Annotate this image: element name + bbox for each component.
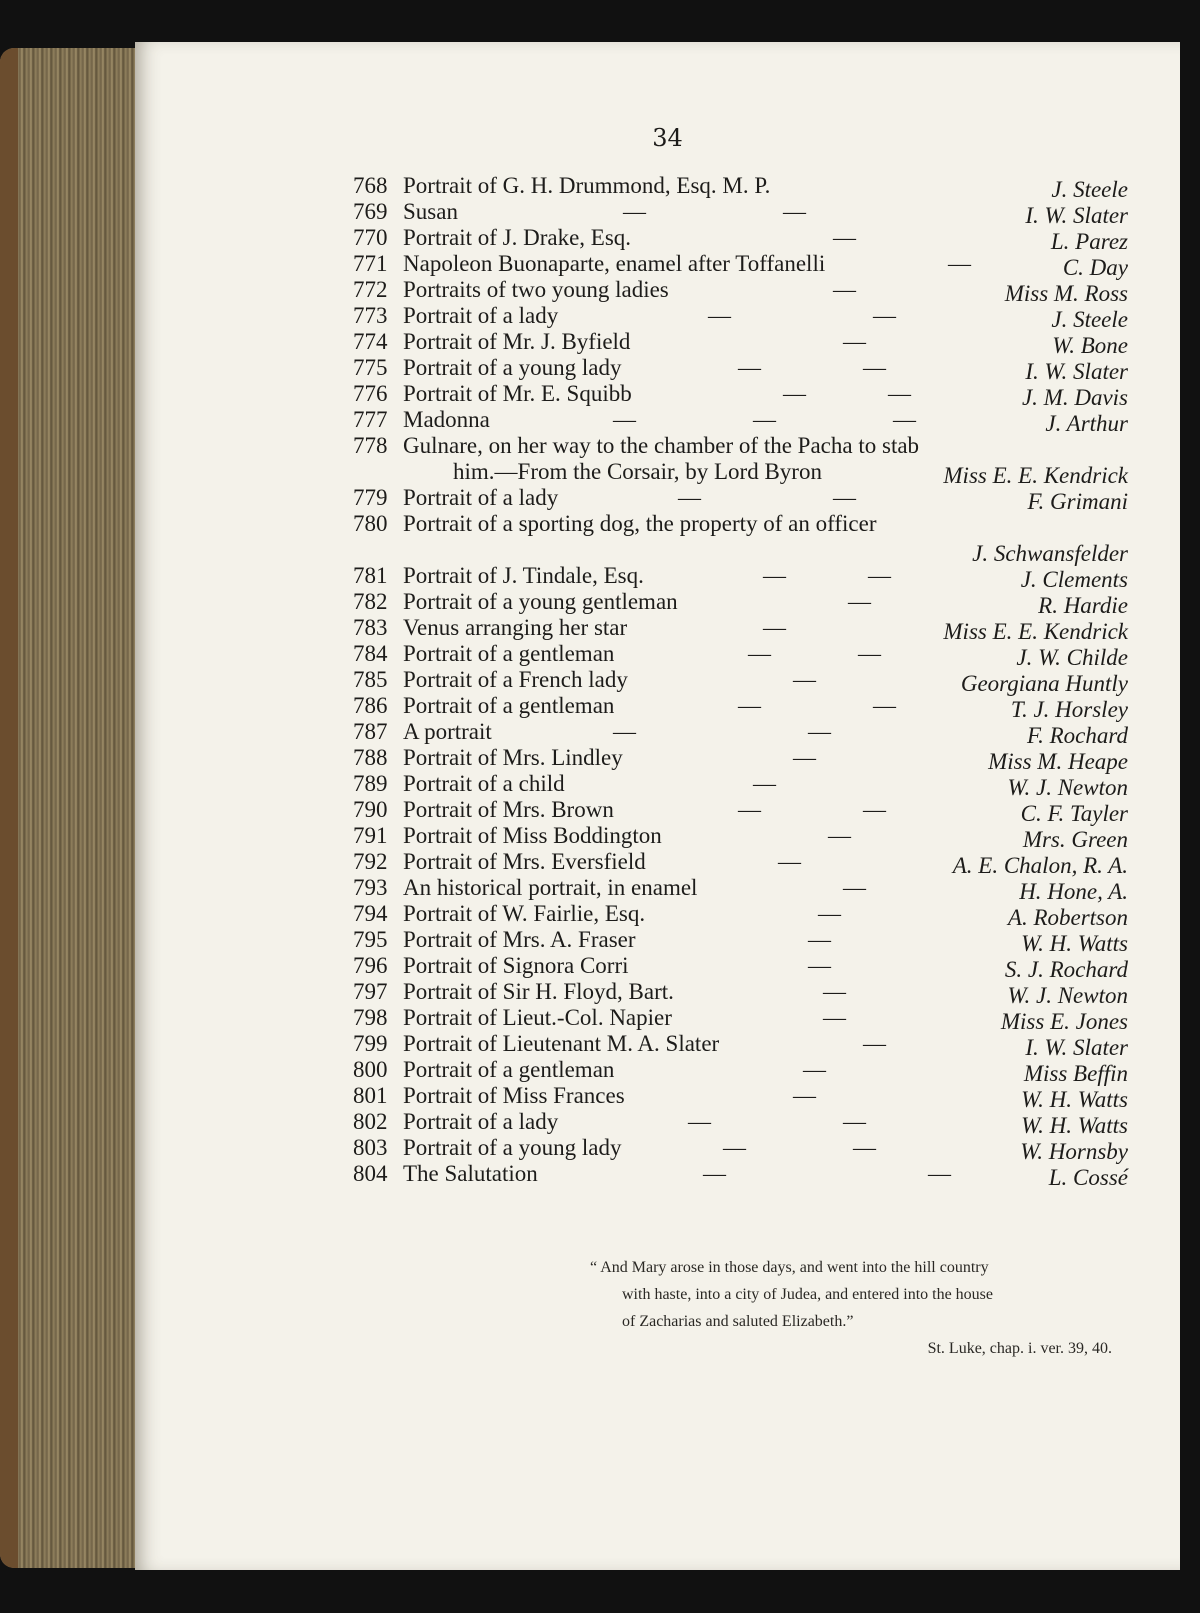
entry-number: 779 <box>353 485 388 510</box>
catalogue-entry <box>353 1057 1128 1086</box>
catalogue-entry <box>353 1005 1128 1034</box>
entry-artist: Georgiana Huntly <box>960 671 1128 696</box>
catalogue-entry <box>353 875 1128 904</box>
entry-number: 775 <box>353 355 388 380</box>
entry-artist: F. Grimani <box>1027 489 1128 514</box>
catalogue-entry <box>353 1109 1128 1138</box>
entry-artist: J. Schwansfelder <box>972 541 1128 566</box>
catalogue-entry <box>353 433 1128 488</box>
leader-dash: — <box>948 251 971 276</box>
entry-title: Portrait of G. H. Drummond, Esq. M. P. <box>403 173 771 198</box>
entry-artist: W. J. Newton <box>1007 775 1128 800</box>
entry-title: Portrait of Mrs. Eversfield <box>403 849 646 874</box>
leader-dash: — <box>833 485 856 510</box>
catalogue-entry <box>353 953 1128 982</box>
entry-title: Gulnare, on her way to the chamber of the Pacha to stab <box>403 433 920 458</box>
entry-title: Portrait of W. Fairlie, Esq. <box>403 901 646 926</box>
leader-dash: — <box>763 615 786 640</box>
catalogue-entry <box>353 901 1128 930</box>
leader-dash: — <box>928 1161 951 1186</box>
entry-number: 772 <box>353 277 388 302</box>
entry-artist: A. Robertson <box>1007 905 1128 930</box>
entry-number: 784 <box>353 641 388 666</box>
entry-artist: Mrs. Green <box>1022 827 1128 852</box>
leader-dash: — <box>848 589 871 614</box>
quote-source: St. Luke, chap. i. ver. 39, 40. <box>927 1340 1112 1357</box>
catalogue-entry <box>353 1135 1128 1164</box>
leader-dash: — <box>793 1083 816 1108</box>
entry-number: 795 <box>353 927 388 952</box>
catalogue-entry <box>353 329 1128 358</box>
entry-title: Portrait of Mr. J. Byfield <box>403 329 631 354</box>
catalogue-entry <box>353 771 1128 800</box>
leader-dash: — <box>828 823 851 848</box>
leader-dash: — <box>778 849 801 874</box>
leader-dash: — <box>613 407 636 432</box>
catalogue-entry <box>353 693 1128 722</box>
entry-title: Portrait of a gentleman <box>403 693 615 718</box>
entry-number: 793 <box>353 875 388 900</box>
entry-number: 781 <box>353 563 388 588</box>
leader-dash: — <box>793 745 816 770</box>
entry-title: Susan <box>403 199 458 224</box>
entry-title: Portrait of a lady <box>403 485 559 510</box>
quote-line-2: with haste, into a city of Judea, and entered into the house <box>622 1286 994 1303</box>
catalogue-entry <box>353 719 1128 748</box>
entry-artist: Miss E. E. Kendrick <box>943 463 1128 488</box>
catalogue-entry <box>353 1031 1128 1060</box>
entry-title: Portrait of a young lady <box>403 1135 622 1160</box>
entry-number: 782 <box>353 589 388 614</box>
entry-number: 788 <box>353 745 388 770</box>
leader-dash: — <box>708 303 731 328</box>
entry-artist: Miss E. E. Kendrick <box>943 619 1128 644</box>
leader-dash: — <box>738 693 761 718</box>
entry-number: 768 <box>353 173 388 198</box>
entry-title: The Salutation <box>403 1161 538 1186</box>
leader-dash: — <box>783 199 806 224</box>
entry-artist: W. Bone <box>1052 333 1128 358</box>
entry-number: 790 <box>353 797 388 822</box>
entry-title: Napoleon Buonaparte, enamel after Toffanelli <box>403 251 826 276</box>
entry-number: 771 <box>353 251 388 276</box>
entry-number: 787 <box>353 719 388 744</box>
entry-title: Portrait of Mrs. Lindley <box>403 745 623 770</box>
book-page <box>135 42 1180 1570</box>
entry-title: Portrait of Miss Frances <box>403 1083 625 1108</box>
entry-number: 796 <box>353 953 388 978</box>
leader-dash: — <box>843 1109 866 1134</box>
catalogue-entry <box>353 407 1128 436</box>
entry-title: Portrait of a lady <box>403 1109 559 1134</box>
leader-dash: — <box>833 277 856 302</box>
leader-dash: — <box>723 1135 746 1160</box>
entry-number: 777 <box>353 407 388 432</box>
catalogue-entry <box>353 849 1128 878</box>
page-number: 34 <box>652 124 683 152</box>
leader-dash: — <box>678 485 701 510</box>
entry-title: Portraits of two young ladies <box>403 277 669 302</box>
entry-title: A portrait <box>403 719 492 744</box>
catalogue-entry <box>353 589 1128 618</box>
entry-artist: L. Cossé <box>1048 1165 1128 1190</box>
leader-dash: — <box>793 667 816 692</box>
entry-number: 776 <box>353 381 388 406</box>
catalogue-entries <box>353 173 1128 1190</box>
catalogue-entry <box>353 381 1128 410</box>
leader-dash: — <box>823 1005 846 1030</box>
quote-line-3: of Zacharias and saluted Elizabeth.” <box>622 1313 854 1330</box>
entry-number: 773 <box>353 303 388 328</box>
entry-artist: J. Steele <box>1051 177 1128 202</box>
leader-dash: — <box>873 693 896 718</box>
leader-dash: — <box>868 563 891 588</box>
leader-dash: — <box>873 303 896 328</box>
entry-artist: T. J. Horsley <box>1010 697 1128 722</box>
catalogue-entry <box>353 173 1128 202</box>
leader-dash: — <box>823 979 846 1004</box>
entry-artist: W. H. Watts <box>1021 1087 1128 1112</box>
entry-number: 801 <box>353 1083 388 1108</box>
entry-title: Portrait of Lieutenant M. A. Slater <box>403 1031 720 1056</box>
leader-dash: — <box>808 953 831 978</box>
entry-artist: W. H. Watts <box>1021 931 1128 956</box>
entry-number: 792 <box>353 849 388 874</box>
leader-dash: — <box>808 927 831 952</box>
entry-number: 799 <box>353 1031 388 1056</box>
entry-number: 783 <box>353 615 388 640</box>
entry-title: Portrait of J. Tindale, Esq. <box>403 563 644 588</box>
entry-artist: W. J. Newton <box>1007 983 1128 1008</box>
entry-title: Portrait of a young lady <box>403 355 622 380</box>
leader-dash: — <box>763 563 786 588</box>
catalogue-entry <box>353 485 1128 514</box>
entry-artist: J. Clements <box>1020 567 1128 592</box>
leader-dash: — <box>858 641 881 666</box>
leader-dash: — <box>893 407 916 432</box>
leader-dash: — <box>738 355 761 380</box>
catalogue-entry <box>353 277 1128 306</box>
entry-number: 770 <box>353 225 388 250</box>
entry-artist: Miss Beffin <box>1023 1061 1128 1086</box>
entry-number: 803 <box>353 1135 388 1160</box>
entry-number: 800 <box>353 1057 388 1082</box>
catalogue-entry <box>353 797 1128 826</box>
leader-dash: — <box>748 641 771 666</box>
entry-number: 804 <box>353 1161 388 1186</box>
entry-artist: L. Parez <box>1050 229 1128 254</box>
catalogue-entry <box>353 1083 1128 1112</box>
entry-number: 778 <box>353 433 388 458</box>
entry-title: Portrait of a child <box>403 771 565 796</box>
leader-dash: — <box>783 381 806 406</box>
leader-dash: — <box>863 797 886 822</box>
entry-title-continuation: him.—From the Corsair, by Lord Byron <box>453 459 822 484</box>
leader-dash: — <box>703 1161 726 1186</box>
leader-dash: — <box>753 407 776 432</box>
catalogue-entry <box>353 641 1128 670</box>
entry-artist: J. Steele <box>1051 307 1128 332</box>
entry-title: Portrait of Mr. E. Squibb <box>403 381 632 406</box>
leader-dash: — <box>888 381 911 406</box>
entry-title: Portrait of a sporting dog, the property of an officer <box>403 511 877 536</box>
catalogue-entry <box>353 745 1128 774</box>
entry-artist: J. W. Childe <box>1016 645 1128 670</box>
entry-title: Madonna <box>403 407 490 432</box>
entry-artist: J. M. Davis <box>1021 385 1128 410</box>
entry-artist: Miss E. Jones <box>1000 1009 1128 1034</box>
entry-artist: Miss M. Heape <box>988 749 1128 774</box>
entry-artist: W. H. Watts <box>1021 1113 1128 1138</box>
entry-title: Portrait of a young gentleman <box>403 589 678 614</box>
scripture-quote <box>590 1254 1150 1362</box>
entry-artist: I. W. Slater <box>1025 1035 1128 1060</box>
entry-number: 794 <box>353 901 388 926</box>
entry-artist: Miss M. Ross <box>1004 281 1128 306</box>
leader-dash: — <box>808 719 831 744</box>
leader-dash: — <box>613 719 636 744</box>
catalogue-entry <box>353 563 1128 592</box>
entry-title: Portrait of J. Drake, Esq. <box>403 225 632 250</box>
catalogue-entry <box>353 823 1128 852</box>
catalogue-entry <box>353 511 1128 566</box>
entry-number: 798 <box>353 1005 388 1030</box>
catalogue-entry <box>353 251 1128 280</box>
catalogue-entry <box>353 303 1128 332</box>
catalogue-entry <box>353 927 1128 956</box>
entry-number: 791 <box>353 823 388 848</box>
entry-artist: J. Arthur <box>1045 411 1128 436</box>
book-page-edges <box>0 48 150 1568</box>
catalogue-entry <box>353 225 1128 254</box>
leader-dash: — <box>833 225 856 250</box>
entry-artist: S. J. Rochard <box>1004 957 1128 982</box>
leader-dash: — <box>843 875 866 900</box>
leader-dash: — <box>688 1109 711 1134</box>
leader-dash: — <box>623 199 646 224</box>
entry-artist: R. Hardie <box>1038 593 1128 618</box>
entry-title: Portrait of Signora Corri <box>403 953 629 978</box>
leader-dash: — <box>818 901 841 926</box>
catalogue-entry <box>353 1161 1128 1190</box>
catalogue-entry <box>353 667 1128 696</box>
leader-dash: — <box>863 355 886 380</box>
entry-number: 786 <box>353 693 388 718</box>
entry-number: 797 <box>353 979 388 1004</box>
entry-artist: A. E. Chalon, R. A. <box>952 853 1128 878</box>
entry-title: Portrait of a lady <box>403 303 559 328</box>
entry-title: Portrait of Lieut.-Col. Napier <box>403 1005 672 1030</box>
catalogue-entry <box>353 199 1128 228</box>
entry-artist: H. Hone, A. <box>1019 879 1128 904</box>
entry-number: 774 <box>353 329 388 354</box>
entry-artist: W. Hornsby <box>1020 1139 1128 1164</box>
entry-artist: C. Day <box>1062 255 1128 280</box>
entry-artist: I. W. Slater <box>1025 203 1128 228</box>
entry-number: 780 <box>353 511 388 536</box>
entry-number: 789 <box>353 771 388 796</box>
leader-dash: — <box>863 1031 886 1056</box>
catalogue-entry <box>353 615 1128 644</box>
entry-title: Portrait of Miss Boddington <box>403 823 662 848</box>
leader-dash: — <box>753 771 776 796</box>
entry-title: Venus arranging her star <box>403 615 628 640</box>
entry-artist: I. W. Slater <box>1025 359 1128 384</box>
entry-artist: C. F. Tayler <box>1020 801 1128 826</box>
entry-title: Portrait of a gentleman <box>403 641 615 666</box>
entry-title: Portrait of Sir H. Floyd, Bart. <box>403 979 674 1004</box>
entry-number: 769 <box>353 199 388 224</box>
entry-title: An historical portrait, in enamel <box>403 875 698 900</box>
entry-number: 802 <box>353 1109 388 1134</box>
entry-title: Portrait of Mrs. A. Fraser <box>403 927 636 952</box>
leader-dash: — <box>803 1057 826 1082</box>
leader-dash: — <box>843 329 866 354</box>
quote-line-1: “ And Mary arose in those days, and went into the hill country <box>590 1259 989 1276</box>
entry-title: Portrait of a gentleman <box>403 1057 615 1082</box>
leader-dash: — <box>853 1135 876 1160</box>
leader-dash: — <box>738 797 761 822</box>
catalogue-entry <box>353 979 1128 1008</box>
entry-title: Portrait of a French lady <box>403 667 628 692</box>
entry-number: 785 <box>353 667 388 692</box>
entry-artist: F. Rochard <box>1027 723 1128 748</box>
entry-title: Portrait of Mrs. Brown <box>403 797 614 822</box>
catalogue-entry <box>353 355 1128 384</box>
